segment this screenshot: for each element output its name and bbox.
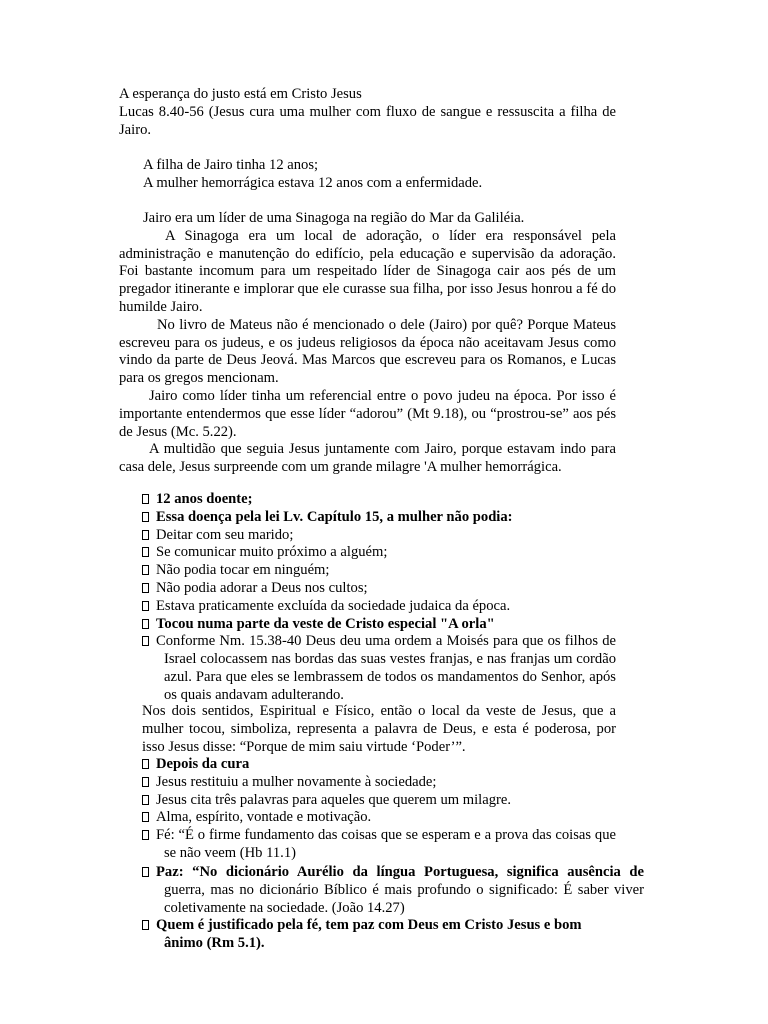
scripture-reference: Lucas 8.40-56 (Jesus cura uma mulher com fluxo de sangue e ressuscita a filha de Jairo. [119,103,616,138]
list-item: Deitar com seu marido; [119,527,616,545]
list-item: Quem é justificado pela fé, tem paz com Deus em Cristo Jesus e bom ânimo (Rm 5.1). [119,917,599,953]
square-bullet-icon [142,830,149,840]
bullet-list-1 [119,491,616,705]
list-item: Alma, espírito, vontade e motivação. [119,809,616,827]
square-bullet-icon [142,601,149,611]
list-item: Fé: “É o firme fundamento das coisas que se esperam e a prova das coisas que se não veem (Hb 11.1) [119,827,616,863]
square-bullet-icon [142,795,149,805]
list-item: Jesus cita três palavras para aqueles que querem um milagre. [119,792,616,810]
list-item: Não podia tocar em ninguém; [119,562,616,580]
list-item: Se comunicar muito próximo a alguém; [119,544,616,562]
paragraph: Jairo como líder tinha um referencial entre o povo judeu na época. Por isso é importante entendermos que esse líder “adorou” (Mt 9.18), ou “prostrou-se” aos pés de Jesus (Mc. 5.22). [119,387,616,440]
paragraph: Jairo era um líder de uma Sinagoga na região do Mar da Galiléia. [143,210,525,226]
body-paragraphs [119,210,616,477]
paz-block [119,864,644,917]
square-bullet-icon [142,547,149,557]
list-item: Estava praticamente excluída da sociedade judaica da época. [119,598,616,616]
paragraph: A multidão que seguia Jesus juntamente com Jairo, porque estavam indo para casa dele, Jesus surpreende com um grande milagre 'A mulher hemorrágica. [119,441,616,476]
intro-line: A filha de Jairo tinha 12 anos; [143,157,319,173]
paragraph: No livro de Mateus não é mencionado o dele (Jairo) por quê? Porque Mateus escreveu para os judeus, e os judeus religiosos da época não aceitavam Jesus como vindo da parte de Deus Jeová. Mas Marcos que escreveu para os Romanos, e Lucas para os gregos mencionam. [119,316,616,387]
intro-line: A mulher hemorrágica estava 12 anos com a enfermidade. [143,174,483,191]
square-bullet-icon [142,619,149,629]
square-bullet-icon [142,867,149,877]
intro-lines [119,157,616,193]
final-bullet-block [119,917,599,953]
document-title: A esperança do justo está em Cristo Jesus [119,86,362,102]
list-item: 12 anos doente; [119,491,616,509]
bullet-list-2 [119,756,616,863]
square-bullet-icon [142,583,149,593]
header-block [119,86,616,139]
square-bullet-icon [142,494,149,504]
square-bullet-icon [142,920,149,930]
paragraph: A Sinagoga era um local de adoração, o líder era responsável pela administração e manutenção do edifício, pela educação e supervisão da adoração. Foi bastante incomum para um respeitado líder de Sinagoga cair aos pés de um pregador itinerante e implorar que ele curasse sua filha, por isso Jesus honrou a fé do humilde Jairo. [119,227,616,315]
square-bullet-icon [142,530,149,540]
list-item: Tocou numa parte da veste de Cristo especial "A orla" [119,616,616,634]
middle-paragraph-block [142,703,616,756]
list-item: Paz: “No dicionário Aurélio da língua Portuguesa, significa ausência de guerra, mas no dicionário Bíblico é mais profundo o significado: É saber viver coletivamente na sociedade. (João 14.27) [119,864,644,917]
list-item: Depois da cura [119,756,616,774]
list-item: Jesus restituiu a mulher novamente à sociedade; [119,774,616,792]
square-bullet-icon [142,777,149,787]
paragraph: Nos dois sentidos, Espiritual e Físico, então o local da veste de Jesus, que a mulher tocou, simboliza, representa a palavra de Deus, e esta é poderosa, por isso Jesus disse: “Porque de mim saiu virtude ‘Poder’”. [142,703,616,755]
list-item: Não podia adorar a Deus nos cultos; [119,580,616,598]
list-item: Essa doença pela lei Lv. Capítulo 15, a mulher não podia: [119,509,616,527]
list-item: Conforme Nm. 15.38-40 Deus deu uma ordem a Moisés para que os filhos de Israel colocassem nas bordas das suas vestes franjas, e nas franjas um cordão azul. Para que eles se lembrassem de todos os mandamentos do Senhor, após os quais andavam adulterando. [119,633,616,704]
square-bullet-icon [142,512,149,522]
square-bullet-icon [142,812,149,822]
square-bullet-icon [142,565,149,575]
square-bullet-icon [142,636,149,646]
square-bullet-icon [142,759,149,769]
